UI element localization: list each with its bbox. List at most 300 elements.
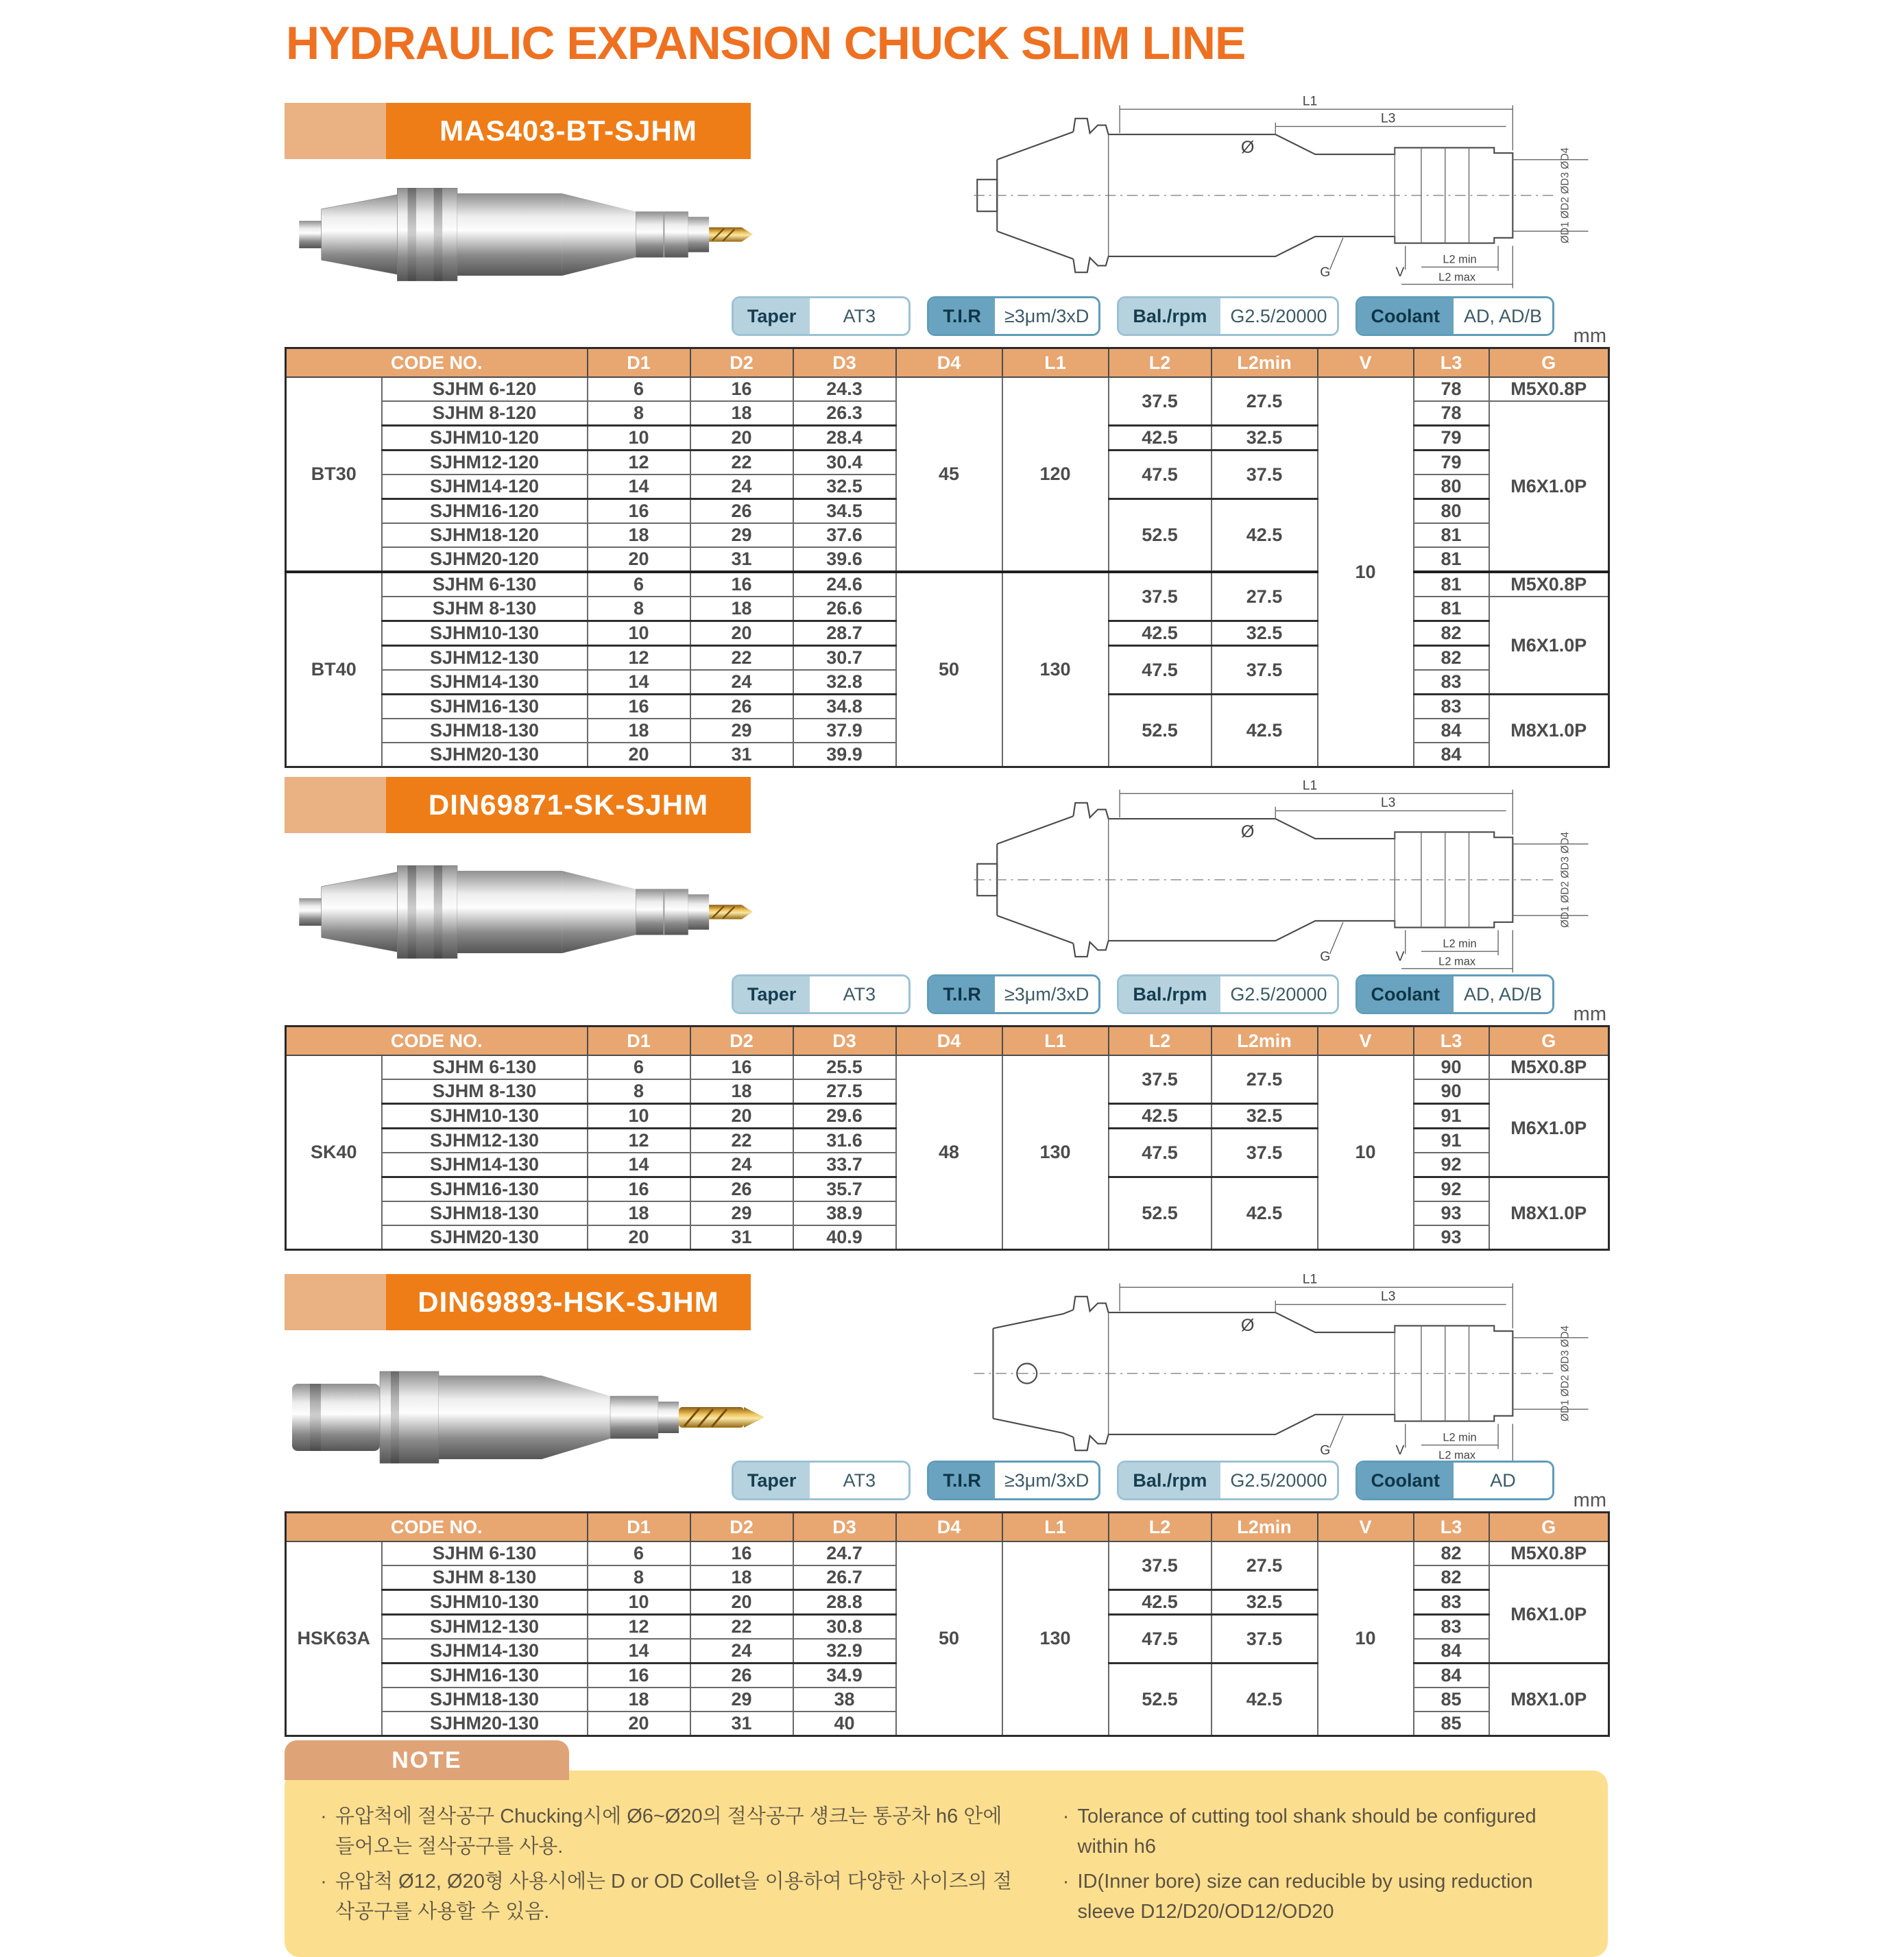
g-cell: M5X0.8P [1489,1055,1609,1079]
column-header-l1: L1 [1002,1026,1109,1056]
l2min-cell: 37.5 [1212,1615,1318,1664]
spec-label: Bal./rpm [1119,1463,1220,1498]
code-cell: SJHM18-130 [382,1688,588,1712]
spec-group-tir [927,296,1100,336]
spec-value: AT3 [810,976,908,1012]
spec-label: Taper [734,976,810,1012]
bullet-icon: · [1062,1805,1070,1827]
spec-value: G2.5/20000 [1220,1463,1336,1498]
column-header-d1: D1 [588,1513,690,1542]
d2-cell: 29 [690,523,793,547]
code-cell: SJHM 8-130 [382,1079,588,1104]
d3-cell: 33.7 [793,1153,896,1177]
spec-table-din69871-sk-sjhm [285,1025,1610,1251]
code-cell: SJHM10-130 [382,1104,588,1129]
note-english-text: ID(Inner bore) size can reducible by using reduction sleeve D12/D20/OD12/OD20 [1077,1871,1533,1923]
d2-cell: 18 [690,597,793,621]
column-header-d3: D3 [793,1026,896,1056]
note-korean-text: 유압척에 절삭공구 Chucking시에 Ø6~Ø20의 절삭공구 섕크는 통공차 h6 안에 들어오는 절삭공구를 사용. [335,1805,1002,1858]
code-cell: SJHM 6-120 [382,377,588,401]
l3-cell: 79 [1414,451,1489,475]
l2-cell: 42.5 [1109,426,1212,451]
spec-value: AT3 [810,1463,908,1498]
d3-cell: 30.4 [793,451,896,475]
d2-cell: 31 [690,547,793,572]
g-cell: M8X1.0P [1489,1177,1609,1250]
d1-cell: 20 [588,1712,690,1736]
code-cell: SJHM16-120 [382,499,588,524]
dim-g-label: G [1320,1443,1331,1458]
column-header-d4: D4 [896,1513,1002,1542]
d3-cell: 30.7 [793,646,896,671]
l2-cell: 52.5 [1109,499,1212,573]
l3-cell: 93 [1414,1225,1489,1250]
v-cell: 10 [1318,1055,1414,1250]
code-cell: SJHM14-120 [382,475,588,499]
d4-cell: 50 [896,572,1002,767]
l3-cell: 84 [1414,1664,1489,1688]
g-cell: M5X0.8P [1489,572,1609,597]
spec-group-taper [732,1461,911,1500]
note-item [1055,1867,1574,1927]
column-header-d2: D2 [690,348,793,378]
d1-cell: 14 [588,475,690,499]
l3-cell: 81 [1414,523,1489,547]
d3-cell: 40.9 [793,1225,896,1250]
section-title: MAS403-BT-SJHM [386,103,751,159]
spec-label: Coolant [1358,298,1454,334]
dim-l1-label: L1 [1302,780,1318,793]
d2-cell: 16 [690,1541,793,1565]
d1-cell: 6 [588,1055,690,1079]
dim-v-label: V [1395,1443,1405,1458]
l3-cell: 90 [1414,1079,1489,1104]
code-cell: SJHM16-130 [382,1177,588,1202]
series-cell: BT30 [286,377,382,572]
g-cell: M8X1.0P [1489,1664,1609,1736]
l2-cell: 47.5 [1109,646,1212,695]
column-header-l1: L1 [1002,1513,1109,1542]
dim-l3-label: L3 [1380,111,1396,126]
code-cell: SJHM10-120 [382,426,588,451]
l3-cell: 80 [1414,499,1489,524]
note-item [312,1867,1013,1927]
d1-cell: 6 [588,377,690,401]
dim-l2min-label: L2 min [1443,937,1477,950]
note-english-text: Tolerance of cutting tool shank should be configured within h6 [1077,1805,1537,1858]
l3-cell: 83 [1414,1615,1489,1640]
dim-g-label: G [1320,949,1331,964]
dim-l3-label: L3 [1380,1289,1396,1304]
l2-cell: 52.5 [1109,695,1212,767]
d1-cell: 18 [588,1688,690,1712]
column-header-d2: D2 [690,1513,793,1542]
spec-group-balrpm [1117,296,1338,336]
l3-cell: 83 [1414,670,1489,695]
l2min-cell: 37.5 [1212,646,1318,695]
d2-cell: 31 [690,1712,793,1736]
code-cell: SJHM 6-130 [382,1541,588,1565]
l3-cell: 81 [1414,547,1489,572]
l3-cell: 84 [1414,743,1489,767]
d3-cell: 32.5 [793,475,896,499]
page-title: HYDRAULIC EXPANSION CHUCK SLIM LINE [286,17,1246,69]
product-photo [288,165,768,305]
d1-cell: 6 [588,1541,690,1565]
spec-value: ≥3μm/3xD [995,976,1098,1012]
section-banner [285,1274,751,1330]
code-cell: SJHM 6-130 [382,572,588,597]
l2min-cell: 32.5 [1212,1104,1318,1129]
d2-cell: 26 [690,1664,793,1688]
l3-cell: 85 [1414,1688,1489,1712]
spec-label: Bal./rpm [1119,976,1220,1012]
g-cell: M6X1.0P [1489,597,1609,695]
l2-cell: 42.5 [1109,1104,1212,1129]
column-header-codeno: CODE NO. [286,1026,588,1056]
spec-group-taper [732,974,911,1014]
d3-cell: 34.8 [793,695,896,719]
l2-cell: 37.5 [1109,377,1212,426]
g-cell: M8X1.0P [1489,695,1609,767]
d3-cell: 28.8 [793,1590,896,1615]
dim-phi-label: Ø [1240,822,1255,842]
d2-cell: 22 [690,1129,793,1153]
technical-drawing [953,1274,1608,1473]
d1-cell: 18 [588,719,690,743]
column-header-g: G [1489,348,1609,378]
spec-label: Bal./rpm [1119,298,1220,334]
d1-cell: 16 [588,1177,690,1202]
l3-cell: 82 [1414,1565,1489,1590]
dim-phi-label: Ø [1240,1316,1255,1336]
note-korean-text: 유압척 Ø12, Ø20형 사용시에는 D or OD Collet을 이용하여 다양한 사이즈의 절삭공구를 사용할 수 있음. [335,1871,1012,1923]
d2-cell: 24 [690,670,793,695]
d1-cell: 12 [588,1615,690,1640]
column-header-g: G [1489,1026,1609,1056]
column-header-v: V [1318,1026,1414,1056]
spec-label: T.I.R [929,298,995,334]
l2-cell: 37.5 [1109,1055,1212,1104]
column-header-l2: L2 [1109,1026,1212,1056]
spec-bar [732,1461,1554,1500]
code-cell: SJHM12-120 [382,451,588,475]
code-cell: SJHM 8-120 [382,401,588,426]
section-banner-tab [285,1274,386,1330]
spec-group-taper [732,296,911,336]
table-row [286,377,1609,401]
code-cell: SJHM14-130 [382,670,588,695]
d2-cell: 24 [690,1153,793,1177]
section-title: DIN69893-HSK-SJHM [386,1274,751,1330]
l3-cell: 93 [1414,1201,1489,1225]
d1-cell: 14 [588,1153,690,1177]
d3-cell: 24.7 [793,1541,896,1565]
page-content [285,0,1608,1923]
product-photo [288,842,768,983]
column-header-l3: L3 [1414,1513,1489,1542]
d3-cell: 27.5 [793,1079,896,1104]
unit-label: mm [1573,1489,1606,1511]
column-header-l2min: L2min [1212,1513,1318,1542]
column-header-codeno: CODE NO. [286,348,588,378]
l2min-cell: 32.5 [1212,621,1318,646]
note-section [285,1740,1608,1957]
technical-drawing [953,96,1608,295]
spec-table-mas403-bt-sjhm [285,347,1610,768]
l3-cell: 84 [1414,719,1489,743]
d3-cell: 30.8 [793,1615,896,1640]
v-cell: 10 [1318,377,1414,767]
spec-group-coolant [1355,296,1555,336]
d3-cell: 28.4 [793,426,896,451]
column-header-l3: L3 [1414,1026,1489,1056]
d3-cell: 31.6 [793,1129,896,1153]
d2-cell: 26 [690,499,793,524]
d1-cell: 10 [588,621,690,646]
code-cell: SJHM12-130 [382,1129,588,1153]
section-banner [285,103,751,159]
technical-drawing [953,780,1608,979]
d1-cell: 8 [588,401,690,426]
d2-cell: 24 [690,1639,793,1664]
d2-cell: 22 [690,646,793,671]
l2min-cell: 27.5 [1212,1541,1318,1590]
d3-cell: 26.7 [793,1565,896,1590]
column-header-d1: D1 [588,1026,690,1056]
d4-cell: 45 [896,377,1002,572]
d2-cell: 20 [690,1104,793,1129]
l2-cell: 42.5 [1109,1590,1212,1615]
l2-cell: 47.5 [1109,451,1212,499]
l3-cell: 82 [1414,621,1489,646]
l3-cell: 83 [1414,695,1489,719]
code-cell: SJHM14-130 [382,1153,588,1177]
dim-l2max-label: L2 max [1438,271,1476,284]
l2min-cell: 42.5 [1212,695,1318,767]
d2-cell: 18 [690,1079,793,1104]
d4-cell: 48 [896,1055,1002,1250]
d3-cell: 26.6 [793,597,896,621]
spec-value: AD, AD/B [1454,298,1552,334]
note-korean-list [312,1802,1013,1927]
l2-cell: 47.5 [1109,1615,1212,1664]
column-header-l3: L3 [1414,348,1489,378]
d2-cell: 18 [690,1565,793,1590]
code-cell: SJHM18-130 [382,719,588,743]
d3-cell: 25.5 [793,1055,896,1079]
d2-cell: 29 [690,719,793,743]
l2-cell: 52.5 [1109,1664,1212,1736]
dim-g-label: G [1320,265,1331,280]
spec-group-coolant [1355,974,1555,1014]
g-cell: M5X0.8P [1489,377,1609,401]
d1-cell: 10 [588,1590,690,1615]
code-cell: SJHM 8-130 [382,597,588,621]
d1-cell: 12 [588,451,690,475]
column-header-d2: D2 [690,1026,793,1056]
d2-cell: 26 [690,695,793,719]
l2-cell: 37.5 [1109,1541,1212,1590]
l2-cell: 52.5 [1109,1177,1212,1250]
column-header-l2min: L2min [1212,1026,1318,1056]
d3-cell: 37.6 [793,523,896,547]
d3-cell: 26.3 [793,401,896,426]
dim-l2max-label: L2 max [1438,955,1476,968]
l3-cell: 84 [1414,1639,1489,1664]
spec-value: G2.5/20000 [1220,976,1336,1012]
spec-value: ≥3μm/3xD [995,1463,1098,1498]
bullet-icon: · [320,1871,327,1893]
d3-cell: 38.9 [793,1201,896,1225]
dim-diameters-label: ØD1 ØD2 ØD3 ØD4 [1559,1325,1571,1421]
d1-cell: 8 [588,597,690,621]
l3-cell: 82 [1414,1541,1489,1565]
l3-cell: 81 [1414,597,1489,621]
spec-group-balrpm [1117,1461,1338,1500]
code-cell: SJHM20-130 [382,743,588,767]
spec-group-tir [927,1461,1100,1500]
code-cell: SJHM 6-130 [382,1055,588,1079]
l2min-cell: 37.5 [1212,1129,1318,1177]
section-din69893-hsk-sjhm [285,1274,1608,1733]
d3-cell: 39.6 [793,547,896,572]
bullet-icon: · [1062,1871,1070,1893]
d3-cell: 40 [793,1712,896,1736]
column-header-v: V [1318,348,1414,378]
d1-cell: 20 [588,547,690,572]
column-header-l1: L1 [1002,348,1109,378]
l1-cell: 120 [1002,377,1109,572]
spec-value: AD [1454,1463,1552,1498]
l2-cell: 47.5 [1109,1129,1212,1177]
g-cell: M5X0.8P [1489,1541,1609,1565]
column-header-v: V [1318,1513,1414,1542]
d2-cell: 31 [690,1225,793,1250]
d3-cell: 32.8 [793,670,896,695]
code-cell: SJHM12-130 [382,1615,588,1640]
note-item [1055,1802,1574,1862]
section-banner [285,777,751,833]
spec-label: T.I.R [929,1463,995,1498]
d2-cell: 20 [690,621,793,646]
d3-cell: 32.9 [793,1639,896,1664]
code-cell: SJHM18-120 [382,523,588,547]
d3-cell: 24.6 [793,572,896,597]
l2min-cell: 27.5 [1212,377,1318,426]
d2-cell: 18 [690,401,793,426]
l2-cell: 42.5 [1109,621,1212,646]
spec-label: Coolant [1358,976,1454,1012]
section-mas403-bt-sjhm [285,96,1608,765]
code-cell: SJHM14-130 [382,1639,588,1664]
dim-v-label: V [1395,949,1405,964]
l1-cell: 130 [1002,572,1109,767]
spec-label: Coolant [1358,1463,1454,1498]
g-cell: M6X1.0P [1489,401,1609,572]
note-tab [285,1740,569,1780]
l3-cell: 92 [1414,1177,1489,1202]
d1-cell: 6 [588,572,690,597]
v-cell: 10 [1318,1541,1414,1736]
l1-cell: 130 [1002,1055,1109,1250]
l2min-cell: 27.5 [1212,572,1318,621]
code-cell: SJHM16-130 [382,1664,588,1688]
column-header-d3: D3 [793,1513,896,1542]
l3-cell: 92 [1414,1153,1489,1177]
note-item [312,1802,1013,1862]
bullet-icon: · [320,1805,327,1827]
d3-cell: 34.9 [793,1664,896,1688]
l3-cell: 83 [1414,1590,1489,1615]
spec-value: ≥3μm/3xD [995,298,1098,334]
l3-cell: 79 [1414,426,1489,451]
g-cell: M6X1.0P [1489,1079,1609,1177]
code-cell: SJHM20-120 [382,547,588,572]
series-cell: HSK63A [286,1541,382,1736]
series-cell: BT40 [286,572,382,767]
dim-diameters-label: ØD1 ØD2 ØD3 ØD4 [1559,832,1571,928]
d3-cell: 24.3 [793,377,896,401]
d2-cell: 22 [690,1615,793,1640]
code-cell: SJHM16-130 [382,695,588,719]
l3-cell: 91 [1414,1129,1489,1153]
l2min-cell: 27.5 [1212,1055,1318,1104]
code-cell: SJHM10-130 [382,1590,588,1615]
l3-cell: 91 [1414,1104,1489,1129]
d1-cell: 8 [588,1565,690,1590]
l3-cell: 80 [1414,475,1489,499]
l1-cell: 130 [1002,1541,1109,1736]
note-box [285,1770,1608,1957]
column-header-d4: D4 [896,1026,1002,1056]
l2min-cell: 37.5 [1212,451,1318,499]
d3-cell: 29.6 [793,1104,896,1129]
d3-cell: 37.9 [793,719,896,743]
l2min-cell: 42.5 [1212,1177,1318,1250]
d1-cell: 20 [588,743,690,767]
spec-value: AT3 [810,298,908,334]
d3-cell: 39.9 [793,743,896,767]
d3-cell: 34.5 [793,499,896,524]
dim-l3-label: L3 [1380,795,1396,811]
d2-cell: 22 [690,451,793,475]
spec-value: G2.5/20000 [1220,298,1336,334]
code-cell: SJHM10-130 [382,621,588,646]
spec-group-coolant [1355,1461,1555,1500]
column-header-d1: D1 [588,348,690,378]
d2-cell: 31 [690,743,793,767]
d4-cell: 50 [896,1541,1002,1736]
unit-label: mm [1573,1003,1606,1025]
d3-cell: 35.7 [793,1177,896,1202]
dim-l2max-label: L2 max [1438,1449,1476,1462]
d1-cell: 18 [588,523,690,547]
dim-l2min-label: L2 min [1443,253,1477,266]
g-cell: M6X1.0P [1489,1565,1609,1664]
spec-group-tir [927,974,1100,1014]
section-title: DIN69871-SK-SJHM [386,777,751,833]
d1-cell: 14 [588,1639,690,1664]
d1-cell: 10 [588,426,690,451]
column-header-g: G [1489,1513,1609,1542]
column-header-codeno: CODE NO. [286,1513,588,1542]
d1-cell: 16 [588,1664,690,1688]
dim-diameters-label: ØD1 ØD2 ØD3 ØD4 [1559,147,1571,243]
d1-cell: 12 [588,646,690,671]
d2-cell: 24 [690,475,793,499]
column-header-l2: L2 [1109,348,1212,378]
